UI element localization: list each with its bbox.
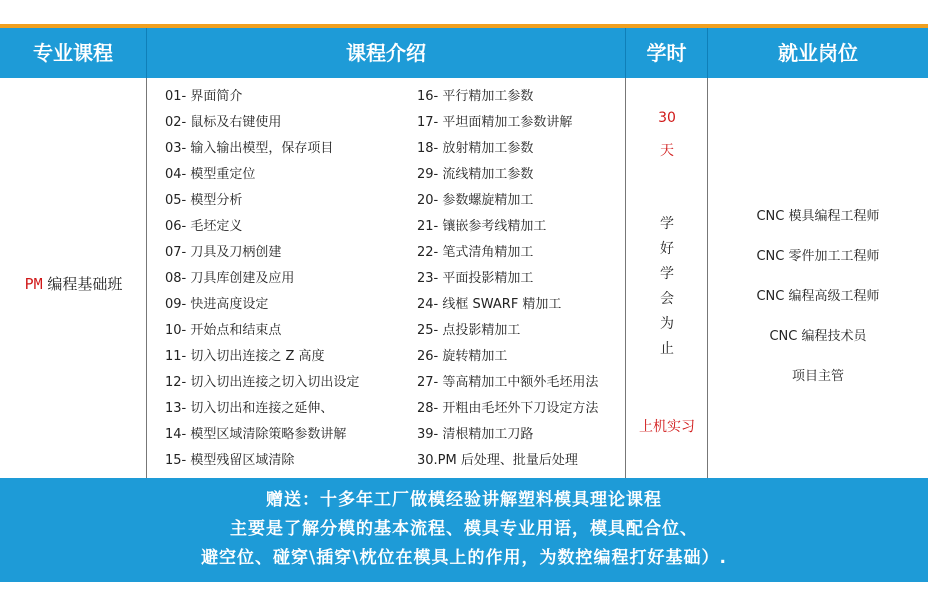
list-item: 26- 旋转精加工	[417, 349, 508, 364]
header-intro: 课程介绍	[147, 28, 626, 78]
job-item: CNC 零件加工工程师	[756, 249, 880, 264]
footer-line: 赠送：十多年工厂做模经验讲解塑料模具理论课程	[266, 490, 662, 510]
list-item: 07- 刀具及刀柄创建	[165, 245, 282, 260]
list-item: 18- 放射精加工参数	[417, 141, 534, 156]
motto-char: 学	[660, 216, 674, 232]
list-item: 04- 模型重定位	[165, 167, 256, 182]
list-item: 23- 平面投影精加工	[417, 271, 534, 286]
list-item: 29- 流线精加工参数	[417, 167, 534, 182]
course-name	[0, 273, 147, 294]
list-item: 06- 毛坯定义	[165, 219, 243, 234]
header-course: 专业课程	[0, 28, 147, 78]
list-item: 22- 笔式清角精加工	[417, 245, 534, 260]
motto-char: 会	[660, 291, 674, 307]
table-header	[0, 28, 928, 78]
list-item: 17- 平坦面精加工参数讲解	[417, 115, 573, 130]
list-item: 11- 切入切出连接之 Z 高度	[165, 349, 325, 364]
list-item: 09- 快进高度设定	[165, 297, 269, 312]
practice-label: 上机实习	[639, 419, 695, 435]
list-item: 24- 线框 SWARF 精加工	[417, 297, 562, 312]
study-motto	[626, 212, 708, 362]
list-item: 25- 点投影精加工	[417, 323, 521, 338]
hours-days-number: 30	[658, 110, 676, 126]
job-list	[708, 203, 928, 403]
motto-char: 好	[660, 241, 674, 257]
list-item: 08- 刀具库创建及应用	[165, 271, 295, 286]
hours-cell	[626, 78, 708, 478]
jobs-cell	[708, 78, 928, 478]
header-hours: 学时	[626, 28, 708, 78]
list-item: 28- 开粗由毛坯外下刀设定方法	[417, 401, 599, 416]
list-item: 12- 切入切出连接之切入切出设定	[165, 375, 360, 390]
list-item: 30.PM 后处理、批量后处理	[417, 453, 578, 468]
list-item: 20- 参数螺旋精加工	[417, 193, 534, 208]
hours-days-unit: 天	[660, 143, 674, 159]
job-item: 项目主管	[791, 369, 844, 384]
list-item: 16- 平行精加工参数	[417, 89, 534, 104]
motto-char: 学	[660, 266, 674, 282]
table-body	[0, 78, 928, 479]
job-item: CNC 编程技术员	[769, 329, 867, 344]
list-item: 15- 模型残留区域清除	[165, 453, 295, 468]
motto-char: 为	[660, 316, 674, 332]
list-item: 03- 输入输出模型，保存项目	[165, 141, 334, 156]
list-item: 13- 切入切出和连接之延伸、	[165, 401, 334, 416]
list-item: 10- 开始点和结束点	[165, 323, 282, 338]
course-prefix: PM	[24, 275, 43, 293]
bonus-footer	[0, 478, 928, 582]
list-item: 21- 镶嵌参考线精加工	[417, 219, 547, 234]
list-item: 02- 鼠标及右键使用	[165, 115, 282, 130]
lesson-list-right	[417, 84, 598, 474]
course-title: 编程基础班	[47, 275, 123, 293]
header-jobs: 就业岗位	[778, 41, 858, 65]
lesson-list-left	[165, 84, 359, 474]
list-item: 14- 模型区域清除策略参数讲解	[165, 427, 347, 442]
list-item: 27- 等高精加工中额外毛坯用法	[417, 375, 599, 390]
motto-char: 止	[660, 341, 674, 357]
footer-line: 主要是了解分模的基本流程、模具专业用语，模具配合位、	[230, 519, 698, 539]
list-item: 05- 模型分析	[165, 193, 243, 208]
footer-line: 避空位、碰穿\插穿\枕位在模具上的作用，为数控编程打好基础）.	[201, 548, 727, 568]
course-cell	[0, 78, 147, 478]
job-item: CNC 编程高级工程师	[756, 289, 880, 304]
intro-cell	[147, 78, 626, 478]
job-item: CNC 模具编程工程师	[756, 209, 880, 224]
list-item: 01- 界面简介	[165, 89, 243, 104]
list-item: 39- 清根精加工刀路	[417, 427, 534, 442]
